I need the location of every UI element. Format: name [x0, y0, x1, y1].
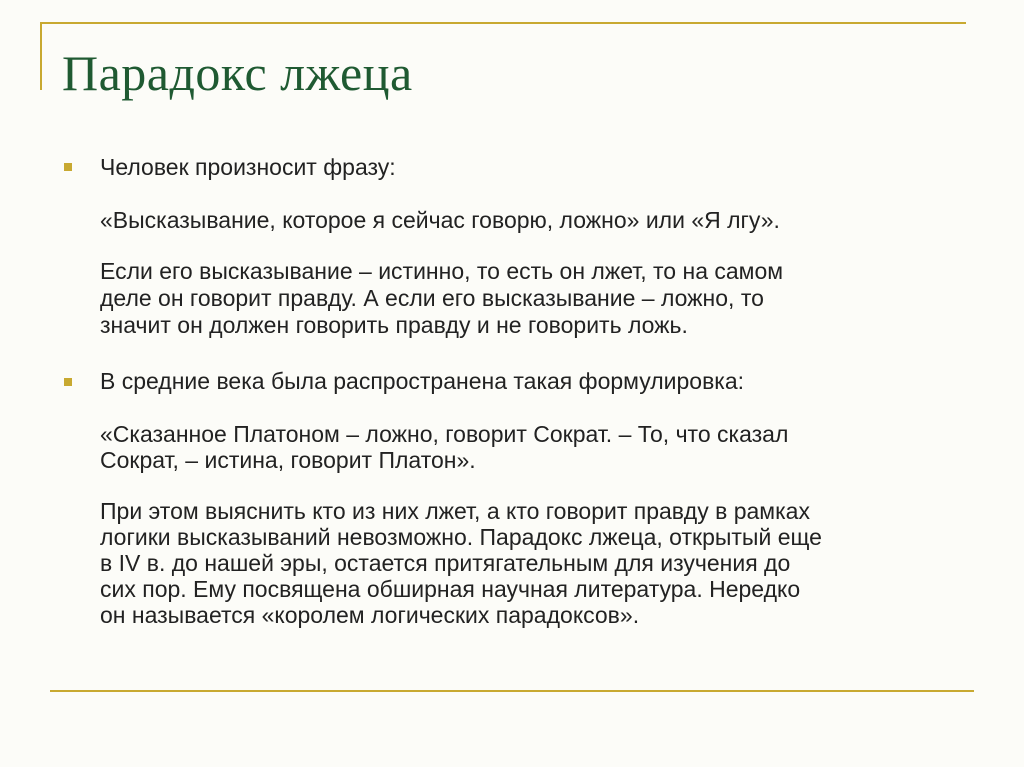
bullet-2-line-3: в IV в. до нашей эры, остается притягательным для изучения до — [100, 550, 791, 576]
bullet-1-line-2: деле он говорит правду. А если его высказывание – ложно, то — [100, 285, 764, 311]
bullet-marker-2 — [64, 378, 72, 386]
bottom-divider-line — [50, 690, 974, 692]
bullet-marker-1 — [64, 163, 72, 171]
slide-title: Парадокс лжеца — [62, 45, 413, 101]
top-divider-line — [40, 22, 966, 24]
bullet-2-lead: В средние века была распространена такая формулировка: — [100, 368, 745, 394]
bullet-2-quote-line-1: «Сказанное Платоном – ложно, говорит Сократ. – То, что сказал — [100, 421, 789, 447]
bullet-1-lead: Человек произносит фразу: — [100, 154, 396, 180]
bullet-1-line-3: значит он должен говорить правду и не говорить ложь. — [100, 312, 688, 338]
left-accent-line — [40, 22, 42, 90]
bullet-1-quote: «Высказывание, которое я сейчас говорю, ложно» или «Я лгу». — [100, 207, 780, 233]
bullet-1-line-1: Если его высказывание – истинно, то есть он лжет, то на самом — [100, 258, 784, 284]
bullet-2-line-2: логики высказываний невозможно. Парадокс лжеца, открытый еще — [100, 524, 822, 550]
bullet-2-line-4: сих пор. Ему посвящена обширная научная литература. Нередко — [100, 576, 801, 602]
bullet-2-quote-line-2: Сократ, – истина, говорит Платон». — [100, 447, 476, 473]
bullet-2-line-5: он называется «королем логических парадоксов». — [100, 602, 640, 628]
bullet-2-line-1: При этом выяснить кто из них лжет, а кто говорит правду в рамках — [100, 498, 810, 524]
